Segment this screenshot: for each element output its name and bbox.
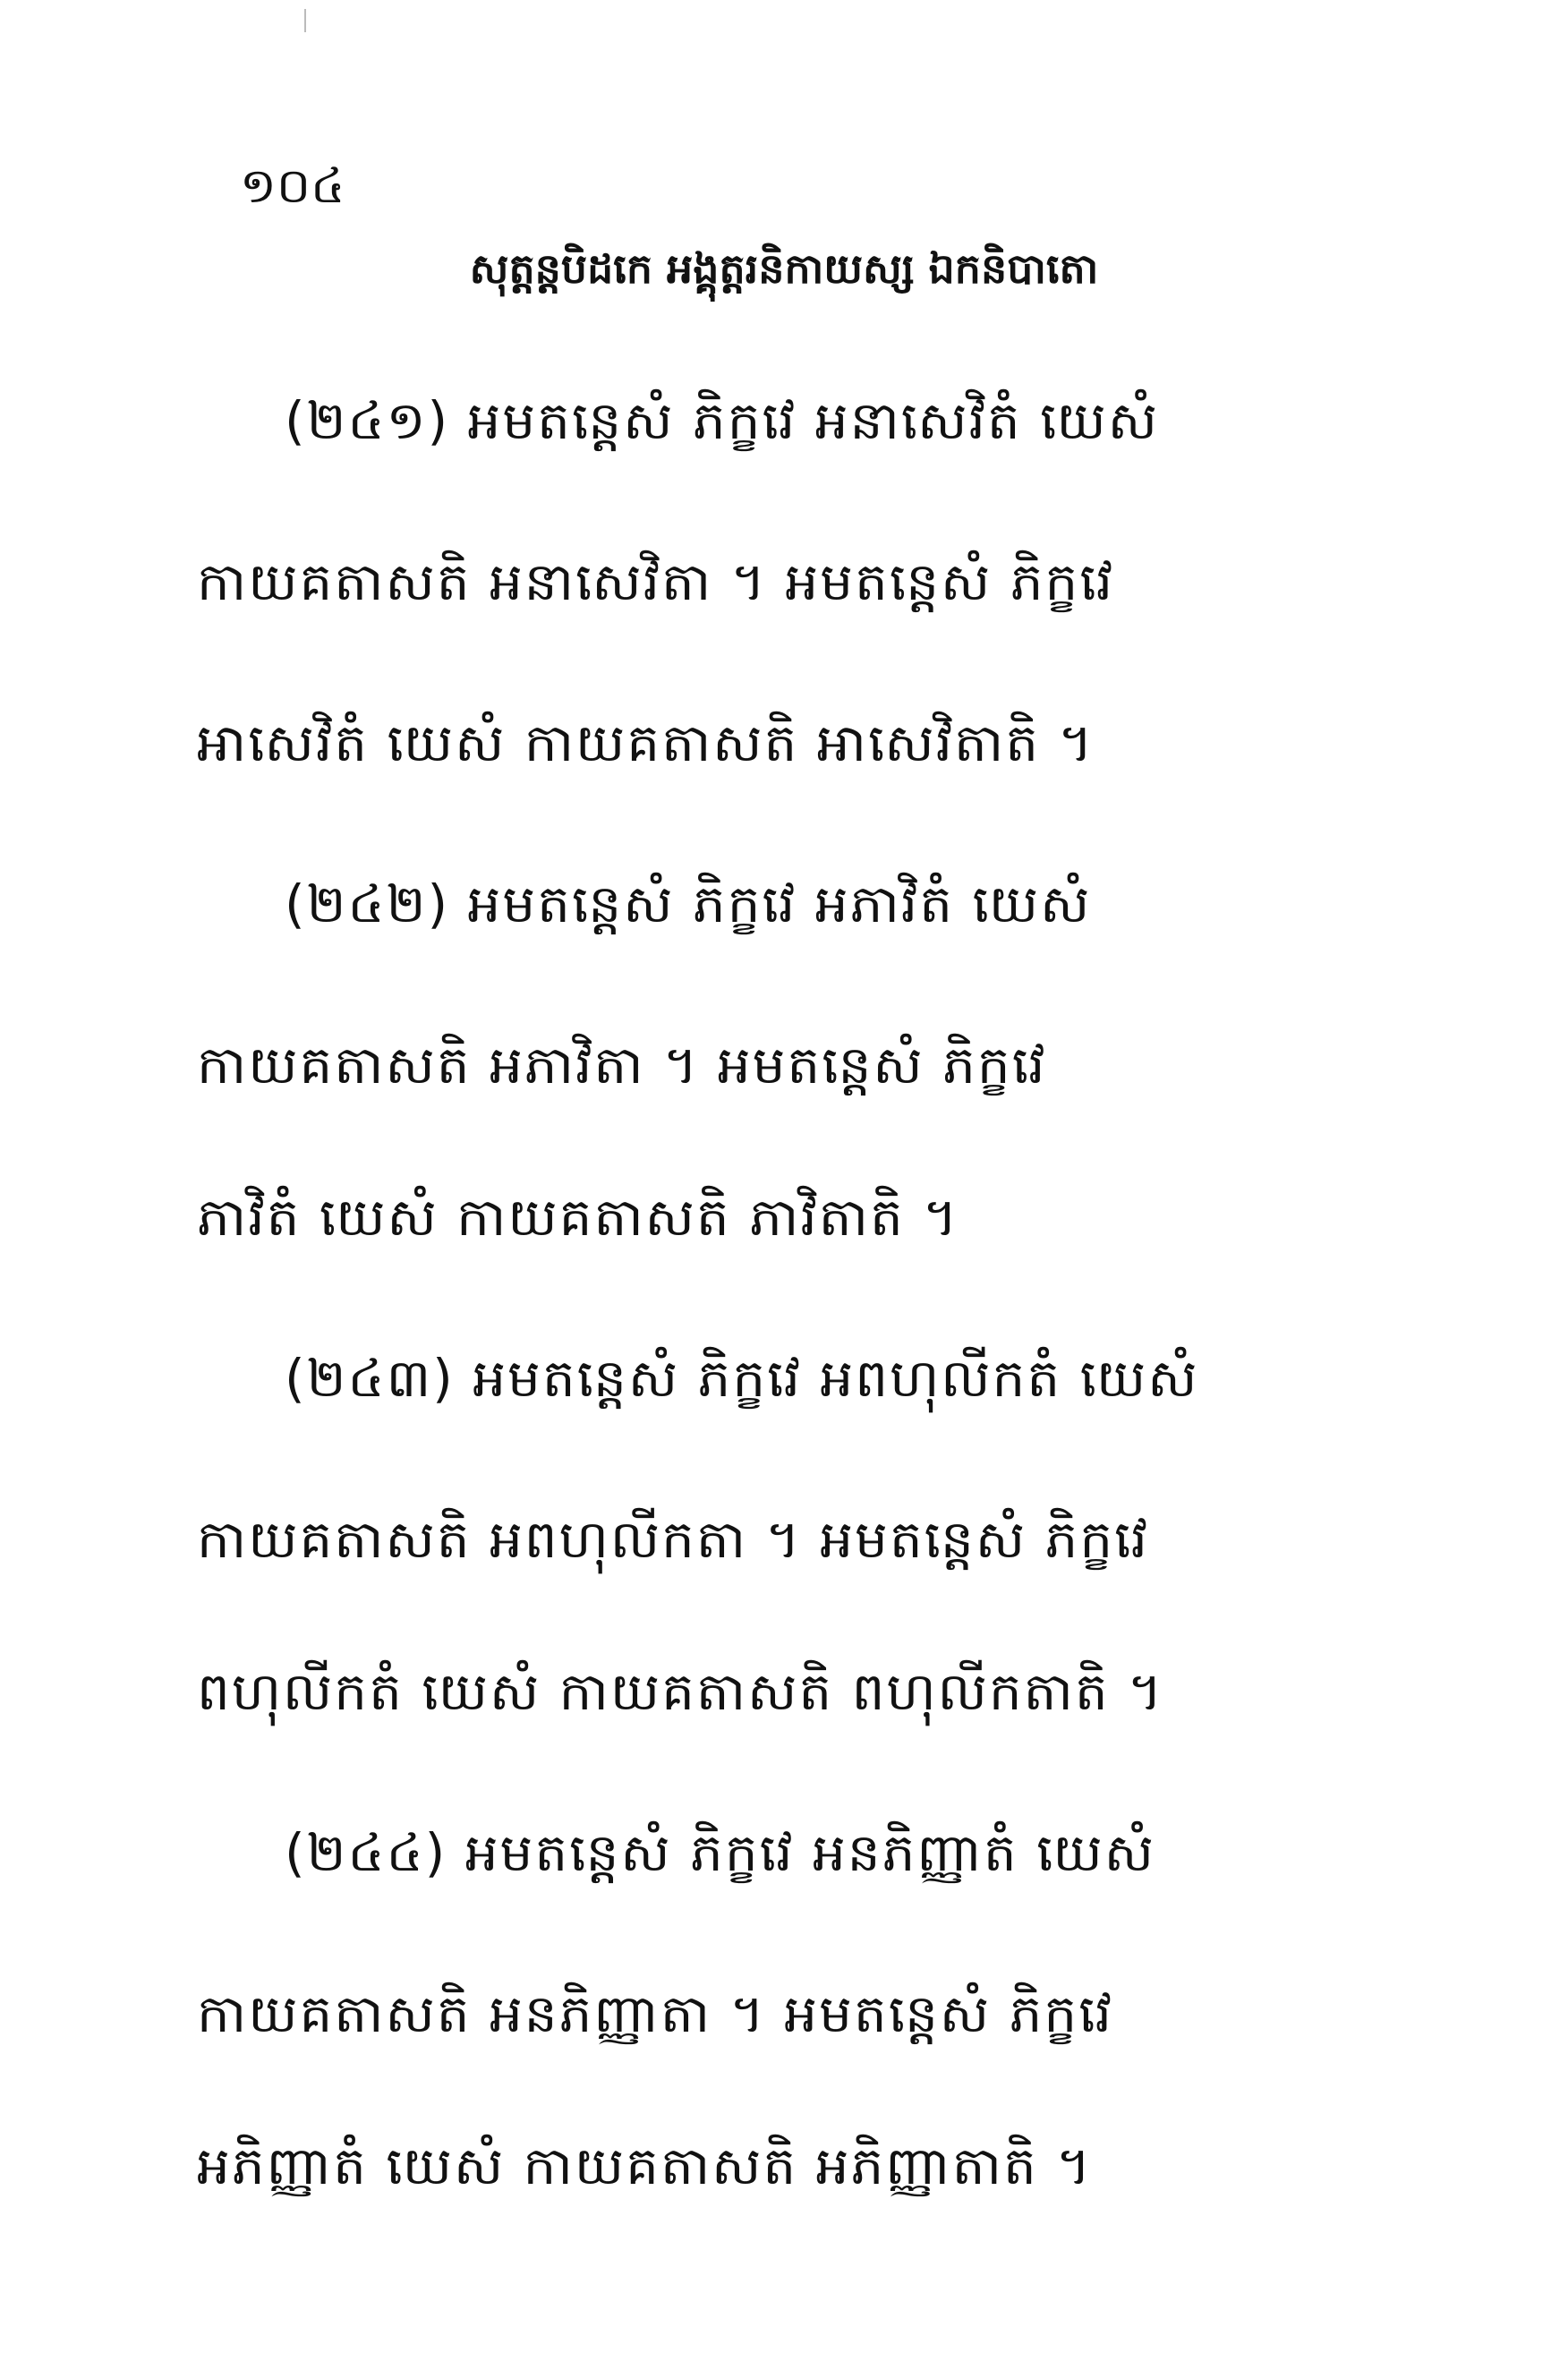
paragraph-1-line-3: អាសេវិតំ យេសំ កាយគតាសតិ អាសេវិតាតិ ។ bbox=[197, 712, 1095, 773]
paragraph-2-line-1: (២៤២) អមតន្តេសំ ភិក្ខវេ អភាវិតំ យេសំ bbox=[285, 874, 1092, 934]
paragraph-4-line-3: អភិញ្ញាតំ យេសំ កាយគតាសតិ អភិញ្ញាតាតិ ។ bbox=[197, 2135, 1093, 2196]
page-number: ១០៤ bbox=[240, 158, 345, 214]
running-header: សុត្តន្តបិដកេ អង្គុត្តរនិកាយស្ស ឯកនិបាតោ bbox=[469, 244, 1099, 293]
paragraph-4-line-1: (២៤៤) អមតន្តេសំ ភិក្ខវេ អនភិញ្ញាតំ យេសំ bbox=[285, 1822, 1155, 1883]
paragraph-4-line-2: កាយគតាសតិ អនភិញ្ញាតា ។ អមតន្តេសំ ភិក្ខវេ bbox=[197, 1983, 1114, 2044]
paragraph-3-line-3: ពហុលីកតំ យេសំ កាយគតាសតិ ពហុលីកតាតិ ។ bbox=[197, 1661, 1164, 1722]
paragraph-1-line-1: (២៤១) អមតន្តេសំ ភិក្ខវេ អនាសេវិតំ យេសំ bbox=[285, 390, 1159, 451]
paragraph-3-line-2: កាយគតាសតិ អពហុលីកតា ។ អមតន្តេសំ ភិក្ខវេ bbox=[197, 1509, 1149, 1570]
scan-mark bbox=[304, 9, 306, 32]
paragraph-3-line-1: (២៤៣) អមតន្តេសំ ភិក្ខវេ អពហុលីកតំ យេសំ bbox=[285, 1348, 1199, 1409]
paragraph-2-line-3: ភាវិតំ យេសំ កាយគតាសតិ ភាវិតាតិ ។ bbox=[197, 1187, 959, 1248]
paragraph-1-line-2: កាយគតាសតិ អនាសេវិតា ។ អមតន្តេសំ ភិក្ខវេ bbox=[197, 551, 1115, 612]
paragraph-2-line-2: កាយគតាសតិ អភាវិតា ។ អមតន្តេសំ ភិក្ខវេ bbox=[197, 1035, 1047, 1095]
